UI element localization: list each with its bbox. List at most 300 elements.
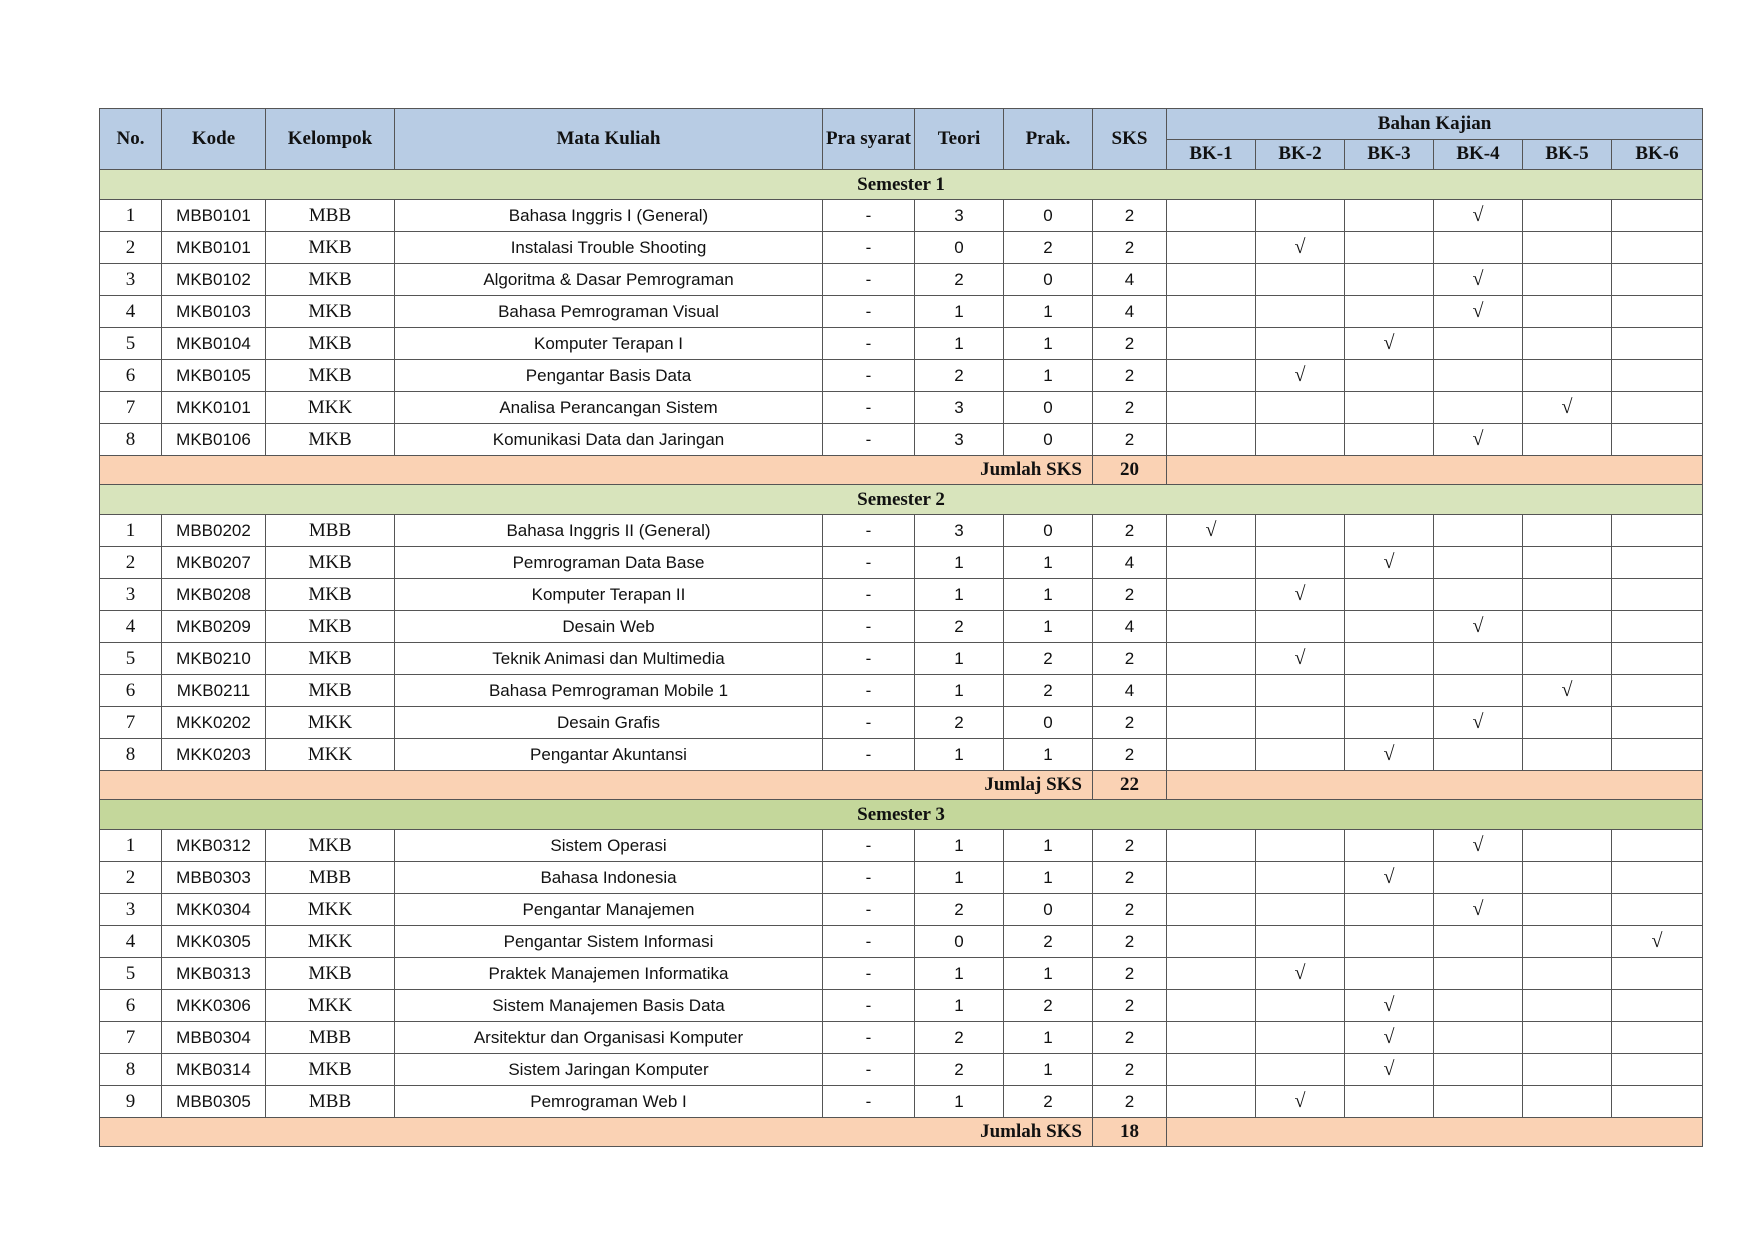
semester-header [100,170,1703,200]
table-row [100,579,1703,611]
cell-bk-2 [1256,424,1345,456]
cell-prasyarat: - [823,392,915,424]
cell-mata-kuliah: Pengantar Manajemen [395,894,823,926]
semester-header [100,485,1703,515]
cell-kode: MBB0303 [162,862,266,894]
total-row [100,771,1703,800]
cell-bk-2 [1256,894,1345,926]
cell-prasyarat: - [823,739,915,771]
cell-kode: MKB0207 [162,547,266,579]
cell-mata-kuliah: Sistem Jaringan Komputer [395,1054,823,1086]
cell-sks: 4 [1093,547,1167,579]
header-bk-5: BK-5 [1523,139,1612,170]
header-kode: Kode [162,109,266,170]
cell-mata-kuliah: Pengantar Basis Data [395,360,823,392]
check-mark-bk-2: √ [1256,579,1345,611]
cell-no: 7 [100,392,162,424]
cell-bk-5 [1523,1022,1612,1054]
cell-bk-5 [1523,264,1612,296]
check-mark-bk-4: √ [1434,200,1523,232]
cell-kode: MKB0105 [162,360,266,392]
table-row [100,830,1703,862]
check-mark-bk-3: √ [1345,328,1434,360]
table-row [100,515,1703,547]
cell-bk-1 [1167,232,1256,264]
cell-prasyarat: - [823,926,915,958]
cell-prasyarat: - [823,296,915,328]
semester-title: Semester 1 [100,170,1703,200]
cell-teori: 3 [915,392,1004,424]
table-row [100,643,1703,675]
cell-bk-6 [1612,739,1703,771]
check-mark-bk-3: √ [1345,547,1434,579]
cell-kelompok: MBB [266,862,395,894]
cell-bk-4 [1434,1054,1523,1086]
cell-mata-kuliah: Algoritma & Dasar Pemrograman [395,264,823,296]
cell-bk-3 [1345,200,1434,232]
cell-bk-2 [1256,739,1345,771]
cell-mata-kuliah: Analisa Perancangan Sistem [395,392,823,424]
cell-prak: 1 [1004,862,1093,894]
cell-sks: 2 [1093,862,1167,894]
cell-bk-2 [1256,515,1345,547]
cell-teori: 0 [915,926,1004,958]
cell-bk-5 [1523,958,1612,990]
cell-bk-4 [1434,392,1523,424]
cell-bk-6 [1612,579,1703,611]
cell-no: 1 [100,515,162,547]
cell-teori: 2 [915,1054,1004,1086]
cell-kode: MKB0313 [162,958,266,990]
header-prasyarat: Pra syarat [823,109,915,170]
check-mark-bk-4: √ [1434,296,1523,328]
cell-no: 9 [100,1086,162,1118]
cell-prak: 0 [1004,424,1093,456]
cell-bk-3 [1345,392,1434,424]
cell-kelompok: MBB [266,1086,395,1118]
total-value: 20 [1093,456,1167,485]
cell-kelompok: MKB [266,360,395,392]
check-mark-bk-4: √ [1434,424,1523,456]
cell-sks: 2 [1093,990,1167,1022]
cell-mata-kuliah: Pengantar Akuntansi [395,739,823,771]
cell-teori: 3 [915,200,1004,232]
cell-kelompok: MKK [266,392,395,424]
cell-kelompok: MKB [266,296,395,328]
cell-bk-5 [1523,200,1612,232]
cell-kode: MKK0305 [162,926,266,958]
cell-no: 4 [100,611,162,643]
table-row [100,328,1703,360]
check-mark-bk-2: √ [1256,1086,1345,1118]
cell-kode: MKB0314 [162,1054,266,1086]
table-row [100,392,1703,424]
cell-prasyarat: - [823,328,915,360]
cell-sks: 2 [1093,424,1167,456]
cell-mata-kuliah: Instalasi Trouble Shooting [395,232,823,264]
cell-no: 7 [100,707,162,739]
cell-bk-1 [1167,296,1256,328]
cell-no: 8 [100,424,162,456]
cell-sks: 2 [1093,894,1167,926]
table-row [100,200,1703,232]
cell-bk-1 [1167,1054,1256,1086]
check-mark-bk-3: √ [1345,862,1434,894]
cell-bk-4 [1434,862,1523,894]
cell-no: 8 [100,1054,162,1086]
cell-kelompok: MKB [266,579,395,611]
header-bk-1: BK-1 [1167,139,1256,170]
cell-teori: 2 [915,894,1004,926]
cell-prasyarat: - [823,264,915,296]
cell-bk-3 [1345,958,1434,990]
cell-bk-5 [1523,830,1612,862]
cell-bk-6 [1612,264,1703,296]
semester-title: Semester 2 [100,485,1703,515]
cell-kelompok: MKB [266,958,395,990]
check-mark-bk-3: √ [1345,739,1434,771]
cell-prasyarat: - [823,990,915,1022]
cell-bk-1 [1167,958,1256,990]
total-filler [1167,771,1703,800]
cell-bk-6 [1612,328,1703,360]
cell-bk-2 [1256,990,1345,1022]
cell-bk-5 [1523,515,1612,547]
cell-prasyarat: - [823,958,915,990]
cell-bk-3 [1345,707,1434,739]
cell-prasyarat: - [823,862,915,894]
cell-teori: 1 [915,739,1004,771]
semester-header [100,800,1703,830]
cell-bk-2 [1256,1022,1345,1054]
check-mark-bk-3: √ [1345,1022,1434,1054]
cell-bk-6 [1612,200,1703,232]
cell-kode: MKK0304 [162,894,266,926]
cell-kelompok: MKK [266,707,395,739]
cell-prak: 1 [1004,739,1093,771]
cell-bk-4 [1434,958,1523,990]
cell-no: 5 [100,328,162,360]
cell-kelompok: MKB [266,675,395,707]
table-row [100,739,1703,771]
cell-bk-1 [1167,1086,1256,1118]
cell-prak: 1 [1004,1054,1093,1086]
cell-bk-6 [1612,862,1703,894]
cell-bk-1 [1167,200,1256,232]
cell-mata-kuliah: Bahasa Inggris I (General) [395,200,823,232]
cell-bk-2 [1256,392,1345,424]
cell-no: 5 [100,958,162,990]
cell-mata-kuliah: Sistem Operasi [395,830,823,862]
check-mark-bk-2: √ [1256,360,1345,392]
cell-no: 2 [100,232,162,264]
cell-teori: 0 [915,232,1004,264]
cell-mata-kuliah: Arsitektur dan Organisasi Komputer [395,1022,823,1054]
cell-kelompok: MKB [266,1054,395,1086]
cell-teori: 1 [915,643,1004,675]
cell-bk-5 [1523,547,1612,579]
cell-mata-kuliah: Bahasa Indonesia [395,862,823,894]
cell-bk-5 [1523,232,1612,264]
cell-sks: 2 [1093,958,1167,990]
cell-prasyarat: - [823,1054,915,1086]
cell-bk-3 [1345,1086,1434,1118]
total-value: 22 [1093,771,1167,800]
cell-bk-5 [1523,707,1612,739]
cell-bk-1 [1167,643,1256,675]
cell-bk-3 [1345,611,1434,643]
cell-prak: 2 [1004,232,1093,264]
cell-bk-5 [1523,1054,1612,1086]
cell-bk-3 [1345,926,1434,958]
cell-bk-1 [1167,547,1256,579]
cell-mata-kuliah: Komputer Terapan I [395,328,823,360]
cell-sks: 2 [1093,232,1167,264]
cell-no: 2 [100,862,162,894]
cell-teori: 2 [915,611,1004,643]
cell-no: 1 [100,830,162,862]
cell-kode: MBB0304 [162,1022,266,1054]
cell-mata-kuliah: Bahasa Inggris II (General) [395,515,823,547]
cell-bk-1 [1167,990,1256,1022]
curriculum-table [99,108,1703,1147]
cell-prasyarat: - [823,1086,915,1118]
cell-bk-2 [1256,611,1345,643]
cell-bk-6 [1612,424,1703,456]
table-row [100,862,1703,894]
cell-sks: 4 [1093,675,1167,707]
cell-mata-kuliah: Bahasa Pemrograman Mobile 1 [395,675,823,707]
cell-bk-6 [1612,707,1703,739]
cell-sks: 2 [1093,392,1167,424]
check-mark-bk-6: √ [1612,926,1703,958]
cell-kode: MKK0202 [162,707,266,739]
cell-teori: 1 [915,547,1004,579]
check-mark-bk-4: √ [1434,264,1523,296]
total-filler [1167,1118,1703,1147]
header-no: No. [100,109,162,170]
cell-prak: 1 [1004,611,1093,643]
cell-bk-5 [1523,296,1612,328]
cell-prasyarat: - [823,515,915,547]
cell-bk-6 [1612,675,1703,707]
cell-bk-6 [1612,611,1703,643]
cell-bk-5 [1523,990,1612,1022]
cell-kelompok: MBB [266,515,395,547]
cell-kode: MKB0106 [162,424,266,456]
cell-sks: 2 [1093,515,1167,547]
cell-teori: 1 [915,579,1004,611]
header-bahan-kajian: Bahan Kajian [1167,109,1703,140]
cell-kode: MKB0208 [162,579,266,611]
cell-kelompok: MKB [266,264,395,296]
cell-prak: 0 [1004,707,1093,739]
table-row [100,990,1703,1022]
cell-kode: MBB0305 [162,1086,266,1118]
cell-bk-4 [1434,547,1523,579]
cell-bk-5 [1523,360,1612,392]
cell-kelompok: MKB [266,643,395,675]
cell-kelompok: MBB [266,200,395,232]
header-teori: Teori [915,109,1004,170]
cell-bk-6 [1612,958,1703,990]
cell-teori: 1 [915,958,1004,990]
cell-prak: 0 [1004,515,1093,547]
cell-bk-2 [1256,296,1345,328]
cell-bk-4 [1434,990,1523,1022]
cell-mata-kuliah: Komputer Terapan II [395,579,823,611]
cell-bk-5 [1523,926,1612,958]
cell-bk-6 [1612,360,1703,392]
cell-no: 5 [100,643,162,675]
cell-bk-2 [1256,830,1345,862]
cell-kode: MKB0101 [162,232,266,264]
header-kelompok: Kelompok [266,109,395,170]
cell-mata-kuliah: Komunikasi Data dan Jaringan [395,424,823,456]
cell-bk-2 [1256,264,1345,296]
check-mark-bk-1: √ [1167,515,1256,547]
cell-prasyarat: - [823,611,915,643]
cell-bk-4 [1434,232,1523,264]
table-row [100,926,1703,958]
cell-prak: 0 [1004,894,1093,926]
cell-bk-2 [1256,862,1345,894]
cell-prasyarat: - [823,707,915,739]
cell-no: 8 [100,739,162,771]
cell-teori: 2 [915,264,1004,296]
check-mark-bk-4: √ [1434,894,1523,926]
cell-teori: 1 [915,328,1004,360]
cell-kelompok: MBB [266,1022,395,1054]
check-mark-bk-5: √ [1523,392,1612,424]
total-label: Jumlaj SKS [100,771,1093,800]
cell-bk-6 [1612,643,1703,675]
cell-bk-6 [1612,894,1703,926]
cell-bk-1 [1167,1022,1256,1054]
cell-bk-1 [1167,707,1256,739]
header-bk-3: BK-3 [1345,139,1434,170]
cell-mata-kuliah: Pemrograman Web I [395,1086,823,1118]
cell-bk-6 [1612,392,1703,424]
cell-prasyarat: - [823,1022,915,1054]
cell-prasyarat: - [823,424,915,456]
cell-kode: MBB0202 [162,515,266,547]
cell-kode: MKB0104 [162,328,266,360]
cell-kode: MKB0102 [162,264,266,296]
cell-bk-1 [1167,926,1256,958]
table-row [100,1054,1703,1086]
table-row [100,611,1703,643]
cell-bk-2 [1256,675,1345,707]
cell-teori: 2 [915,707,1004,739]
cell-prak: 2 [1004,990,1093,1022]
semester-title: Semester 3 [100,800,1703,830]
cell-bk-6 [1612,232,1703,264]
cell-sks: 2 [1093,739,1167,771]
cell-no: 3 [100,579,162,611]
cell-sks: 2 [1093,643,1167,675]
cell-bk-6 [1612,1086,1703,1118]
cell-sks: 2 [1093,328,1167,360]
cell-teori: 1 [915,296,1004,328]
cell-bk-5 [1523,862,1612,894]
cell-no: 6 [100,360,162,392]
cell-prak: 1 [1004,579,1093,611]
cell-bk-3 [1345,515,1434,547]
cell-kode: MKK0101 [162,392,266,424]
cell-prak: 0 [1004,200,1093,232]
cell-prasyarat: - [823,894,915,926]
check-mark-bk-3: √ [1345,990,1434,1022]
table-row [100,894,1703,926]
cell-no: 3 [100,264,162,296]
cell-bk-3 [1345,643,1434,675]
cell-bk-1 [1167,894,1256,926]
cell-bk-5 [1523,611,1612,643]
table-header [100,109,1703,170]
cell-teori: 1 [915,862,1004,894]
cell-bk-3 [1345,675,1434,707]
cell-bk-6 [1612,547,1703,579]
cell-bk-2 [1256,926,1345,958]
table-body [100,170,1703,1147]
cell-bk-1 [1167,360,1256,392]
cell-kode: MKB0209 [162,611,266,643]
cell-prak: 2 [1004,675,1093,707]
header-bk-6: BK-6 [1612,139,1703,170]
table-row [100,360,1703,392]
cell-no: 7 [100,1022,162,1054]
check-mark-bk-5: √ [1523,675,1612,707]
cell-kelompok: MKB [266,424,395,456]
cell-sks: 2 [1093,360,1167,392]
cell-bk-6 [1612,830,1703,862]
cell-bk-3 [1345,360,1434,392]
cell-mata-kuliah: Desain Web [395,611,823,643]
table-row [100,1022,1703,1054]
header-mata-kuliah: Mata Kuliah [395,109,823,170]
cell-kelompok: MKK [266,926,395,958]
cell-bk-5 [1523,739,1612,771]
total-label: Jumlah SKS [100,456,1093,485]
cell-sks: 2 [1093,579,1167,611]
cell-bk-4 [1434,360,1523,392]
cell-prak: 1 [1004,296,1093,328]
cell-prasyarat: - [823,830,915,862]
cell-mata-kuliah: Pengantar Sistem Informasi [395,926,823,958]
check-mark-bk-3: √ [1345,1054,1434,1086]
cell-bk-5 [1523,643,1612,675]
cell-prak: 2 [1004,643,1093,675]
cell-bk-6 [1612,296,1703,328]
cell-prasyarat: - [823,360,915,392]
cell-prak: 1 [1004,547,1093,579]
cell-bk-4 [1434,643,1523,675]
cell-bk-3 [1345,264,1434,296]
cell-bk-6 [1612,990,1703,1022]
cell-mata-kuliah: Praktek Manajemen Informatika [395,958,823,990]
cell-teori: 3 [915,424,1004,456]
cell-kode: MBB0101 [162,200,266,232]
check-mark-bk-2: √ [1256,958,1345,990]
cell-sks: 2 [1093,830,1167,862]
cell-bk-1 [1167,739,1256,771]
cell-bk-3 [1345,424,1434,456]
cell-no: 4 [100,296,162,328]
cell-sks: 2 [1093,1086,1167,1118]
cell-prasyarat: - [823,643,915,675]
cell-bk-3 [1345,579,1434,611]
